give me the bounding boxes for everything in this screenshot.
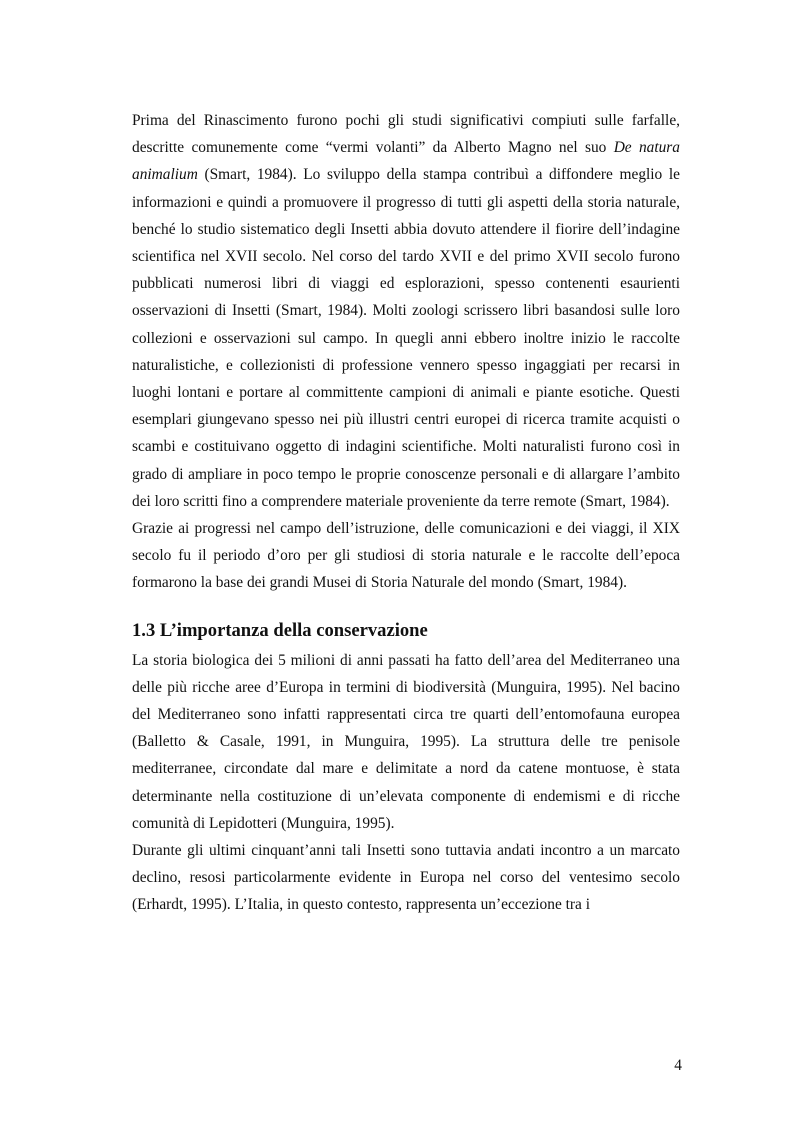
page-number: 4: [674, 1057, 682, 1074]
paragraph-text: (Smart, 1984). Lo sviluppo della stampa contribuì a diffondere meglio le informazioni e quindi a promuovere il progresso di tutti gli aspetti della storia naturale, benché lo studio sistematico degli Insetti abbia dovuto attendere il fiorire dell’indagine scientifica nel XVII secolo. Nel corso del tardo XVII e del primo XVII secolo furono pubblicati numerosi libri di viaggi ed esplorazioni, spesso contenenti esaurienti osservazioni di Insetti (Smart, 1984). Molti zoologi scrissero libri basandosi sulle loro collezioni e osservazioni sul campo. In quegli anni ebbero inoltre inizio le raccolte naturalistiche, e collezionisti di professione vennero spesso ingaggiati per recarsi in luoghi lontani e portare al committente campioni di animali e piante esotiche. Questi esemplari giungevano spesso nei più illustri centri europei di ricerca tramite acquisti o scambi e costituivano oggetto di indagini scientifiche. Molti naturalisti furono così in grado di ampliare in poco tempo le proprie conoscenze personali e di allargare l’ambito dei loro scritti fino a comprendere materiale proveniente da terre remote (Smart, 1984).: [132, 166, 680, 510]
paragraph-text: Prima del Rinascimento furono pochi gli studi significativi compiuti sulle farfalle, descritte comunemente come “vermi volanti” da Alberto Magno nel suo: [132, 112, 680, 157]
book-title: De natura animalium: [132, 139, 680, 184]
paragraph-mediterranean-biodiversity: La storia biologica dei 5 milioni di anni passati ha fatto dell’area del Mediterraneo una delle più ricche aree d’Europa in termini di biodiversità (Munguira, 1995). Nel bacino del Mediterraneo sono infatti rappresentati circa tre quarti dell’entomofauna europea (Balletto & Casale, 1991, in Munguira, 1995). La struttura delle tre penisole mediterranee, circondate dal mare e delimitate a nord da catene montuose, è stata determinante nella costituzione di un’elevata componente di endemismi e di ricche comunità di Lepidotteri (Munguira, 1995).: [132, 651, 680, 832]
paragraph-xix-century: Grazie ai progressi nel campo dell’istruzione, delle comunicazioni e dei viaggi, il XIX secolo fu il periodo d’oro per gli studiosi di storia naturale e le raccolte dell’epoca formarono la base dei grandi Musei di Storia Naturale del mondo (Smart, 1984).: [132, 520, 680, 592]
page-body: [132, 107, 680, 919]
paragraph-renaissance-studies: [132, 107, 680, 515]
paragraph-decline: Durante gli ultimi cinquant’anni tali Insetti sono tuttavia andati incontro a un marcato declino, resosi particolarmente evidente in Europa nel corso del ventesimo secolo (Erhardt, 1995). L’Italia, in questo contesto, rappresenta un’eccezione tra i: [132, 842, 680, 914]
section-heading: 1.3 L’importanza della conservazione: [132, 619, 428, 641]
